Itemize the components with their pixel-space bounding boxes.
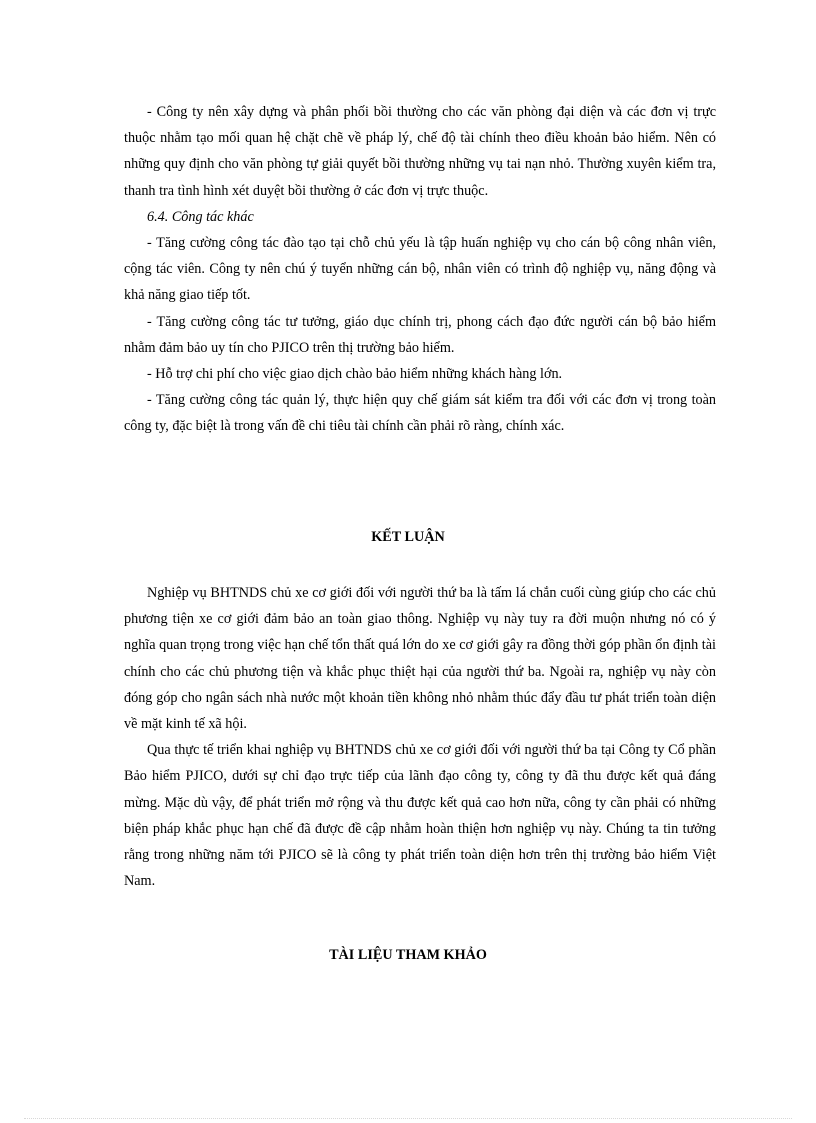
paragraph-management: - Tăng cường công tác quản lý, thực hiện quy chế giám sát kiểm tra đối với các đơn vị trong toàn công ty, đặc biệt là trong vấn đề chi tiêu tài chính cần phải rõ ràng, chính xác.: [124, 392, 716, 435]
subheading-6-4: 6.4. Công tác khác: [147, 208, 254, 225]
references-heading: TÀI LIỆU THAM KHẢO: [329, 947, 487, 963]
page-bottom-divider: [24, 1118, 792, 1119]
paragraph-support-costs: - Hỗ trợ chi phí cho việc giao dịch chào bảo hiểm những khách hàng lớn.: [147, 366, 563, 383]
paragraph-training: - Tăng cường công tác đào tạo tại chỗ chủ yếu là tập huấn nghiệp vụ cho cán bộ công nhân viên, cộng tác viên. Công ty nên chú ý tuyển những cán bộ, nhân viên có trình độ nghiệp vụ, năng động và khả năng giao tiếp tốt.: [124, 235, 716, 304]
conclusion-paragraph-1: Nghiệp vụ BHTNDS chủ xe cơ giới đối với người thứ ba là tấm lá chắn cuối cùng giúp cho các chủ phương tiện xe cơ giới đảm bảo an toàn giao thông. Nghiệp vụ này tuy ra đời muộn nhưng nó có ý nghĩa quan trọng trong việc hạn chế tổn thất quá lớn do xe cơ giới gây ra đồng thời góp phần ổn định tài chính cho các chủ phương tiện và khắc phục thiệt hại của người thứ ba. Ngoài ra, nghiệp vụ này còn đóng góp cho ngân sách nhà nước một khoản tiền không nhỏ nhằm thúc đẩy đầu tư phát triển toàn diện về mặt kinh tế xã hội.: [124, 585, 716, 733]
section-6-body: [124, 99, 716, 440]
paragraph-ideology: - Tăng cường công tác tư tưởng, giáo dục chính trị, phong cách đạo đức người cán bộ bảo hiểm nhằm đảm bảo uy tín cho PJICO trên thị trường bảo hiểm.: [124, 313, 716, 356]
conclusion-paragraph-2: Qua thực tế triển khai nghiệp vụ BHTNDS chủ xe cơ giới đối với người thứ ba tại Công ty Cổ phần Bảo hiểm PJICO, dưới sự chỉ đạo trực tiếp của lãnh đạo công ty, công ty đã thu được kết quả đáng mừng. Mặc dù vậy, để phát triển mở rộng và thu được kết quả cao hơn nữa, công ty cần phải có những biện pháp khắc phục hạn chế đã được đề cập nhằm hoàn thiện hơn nghiệp vụ này. Chúng ta tin tưởng rằng trong những năm tới PJICO sẽ là công ty phát triển toàn diện hơn trên thị trường bảo hiểm Việt Nam.: [124, 742, 716, 890]
paragraph-compensation: - Công ty nên xây dựng và phân phối bồi thường cho các văn phòng đại diện và các đơn vị trực thuộc nhằm tạo mối quan hệ chặt chẽ về pháp lý, chế độ tài chính theo điều khoản bảo hiểm. Nên có những quy định cho văn phòng tự giải quyết bồi thường những vụ tai nạn nhỏ. Thường xuyên kiểm tra, thanh tra tình hình xét duyệt bồi thường ở các đơn vị trực thuộc.: [124, 104, 716, 199]
conclusion-heading: KẾT LUẬN: [371, 529, 445, 545]
conclusion-body: [124, 580, 716, 894]
